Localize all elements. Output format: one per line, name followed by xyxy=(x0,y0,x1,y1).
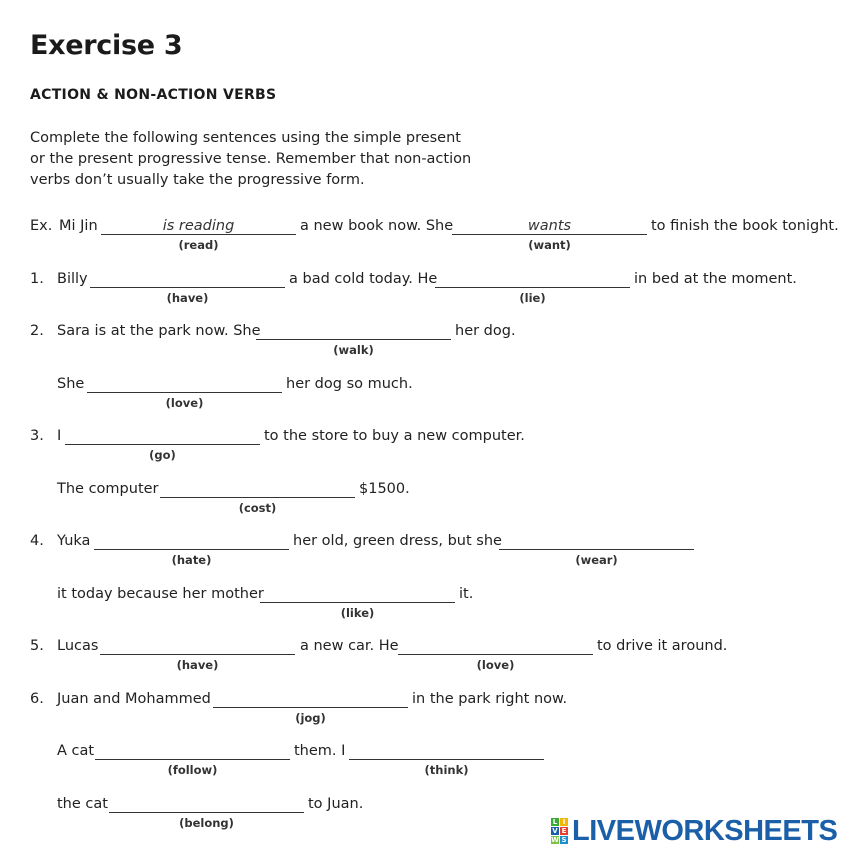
logo-cell: S xyxy=(561,836,567,844)
question-number: 3. xyxy=(30,428,44,444)
question-text: the cat xyxy=(57,796,108,812)
question-text: She xyxy=(57,376,85,392)
question-text: $1500. xyxy=(359,481,410,497)
question-text: her old, green dress, but she xyxy=(293,533,502,549)
instructions xyxy=(30,128,500,191)
question-number: 2. xyxy=(30,323,44,339)
question-row xyxy=(0,374,860,408)
question-text: them. I xyxy=(294,743,346,759)
question-row xyxy=(0,636,860,670)
question-text: it today because her mother xyxy=(57,586,264,602)
verb-hint: (walk) xyxy=(333,343,374,357)
logo-text: LIVEWORKSHEETS xyxy=(572,814,838,847)
example-row xyxy=(0,216,860,250)
question-text: to the store to buy a new computer. xyxy=(264,428,525,444)
question-number: 6. xyxy=(30,691,44,707)
verb-hint: (want) xyxy=(528,238,571,252)
verb-hint: (love) xyxy=(165,396,204,410)
logo-grid-icon xyxy=(551,818,568,844)
question-text: I xyxy=(57,428,62,444)
verb-hint: (read) xyxy=(178,238,219,252)
question-text: it. xyxy=(459,586,474,602)
question-text: A cat xyxy=(57,743,95,759)
verb-hint: (follow) xyxy=(167,763,218,777)
question-number: 4. xyxy=(30,533,44,549)
instruction-line: or the present progressive tense. Remember that non-action xyxy=(30,151,472,167)
example-answer: wants xyxy=(527,218,572,234)
instruction-line: verbs don’t usually take the progressive form. xyxy=(30,172,365,188)
verb-hint: (have) xyxy=(176,658,219,672)
question-row xyxy=(0,479,860,513)
question-text: in bed at the moment. xyxy=(634,271,797,287)
example-label: Ex. xyxy=(30,218,53,234)
question-text: a bad cold today. He xyxy=(289,271,438,287)
question-text: Sara is at the park now. She xyxy=(57,323,261,339)
question-text: Yuka xyxy=(57,533,91,549)
verb-hint: (love) xyxy=(476,658,515,672)
question-row xyxy=(0,269,860,303)
example-text: to finish the book tonight. xyxy=(651,218,839,234)
question-row xyxy=(0,321,860,355)
question-number: 5. xyxy=(30,638,44,654)
question-row xyxy=(0,794,540,828)
question-text: Lucas xyxy=(57,638,99,654)
question-text: Juan and Mohammed xyxy=(57,691,211,707)
verb-hint: (think) xyxy=(424,763,469,777)
question-text: a new car. He xyxy=(300,638,399,654)
question-number: 1. xyxy=(30,271,44,287)
verb-hint: (hate) xyxy=(171,553,212,567)
logo-cell: E xyxy=(561,827,567,835)
question-row xyxy=(0,531,860,565)
liveworksheets-logo xyxy=(551,812,837,850)
logo-cell: V xyxy=(552,827,558,835)
example-answer: is reading xyxy=(162,218,235,234)
verb-hint: (belong) xyxy=(179,816,234,830)
question-text: to Juan. xyxy=(308,796,364,812)
question-text: The computer xyxy=(57,481,159,497)
section-subtitle: ACTION & NON-ACTION VERBS xyxy=(30,87,277,103)
logo-cell: W xyxy=(551,836,559,844)
question-row xyxy=(0,584,860,618)
question-text: her dog so much. xyxy=(286,376,413,392)
question-text: her dog. xyxy=(455,323,516,339)
verb-hint: (lie) xyxy=(519,291,546,305)
question-text: to drive it around. xyxy=(597,638,728,654)
page-title: Exercise 3 xyxy=(30,30,183,61)
verb-hint: (like) xyxy=(340,606,375,620)
instruction-line: Complete the following sentences using the simple present xyxy=(30,130,461,146)
question-text: Billy xyxy=(57,271,88,287)
question-text: in the park right now. xyxy=(412,691,568,707)
verb-hint: (wear) xyxy=(575,553,618,567)
verb-hint: (cost) xyxy=(238,501,277,515)
question-row xyxy=(0,689,860,723)
example-text: Mi Jin xyxy=(59,218,98,234)
verb-hint: (go) xyxy=(149,448,176,462)
example-text: a new book now. She xyxy=(300,218,454,234)
logo-cell: I xyxy=(560,818,568,826)
verb-hint: (jog) xyxy=(295,711,326,725)
question-row xyxy=(0,741,860,775)
question-row xyxy=(0,426,860,460)
logo-cell: L xyxy=(552,818,558,826)
verb-hint: (have) xyxy=(166,291,209,305)
